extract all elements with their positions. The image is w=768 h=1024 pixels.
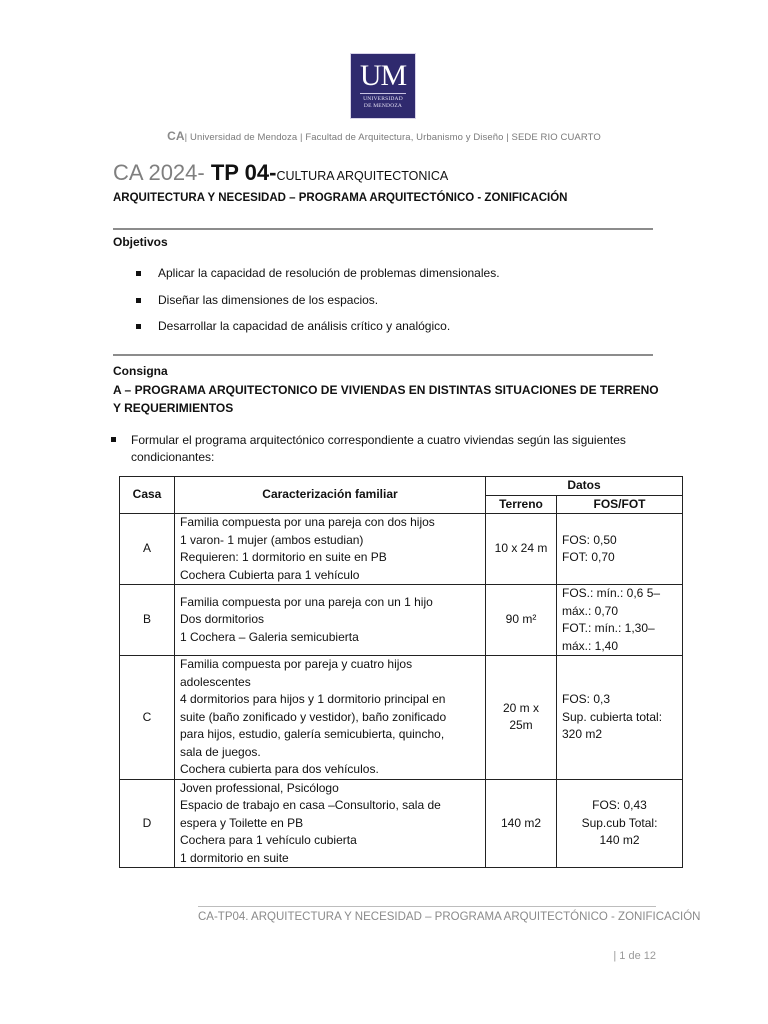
logo-divider [360,93,406,94]
cell-terreno-line: 90 m² [505,612,537,627]
cell-fos-fot-line: FOT.: mín.: 1,30– [562,621,655,635]
cell-casa-line: B [142,612,151,627]
cell-fos-fot-line: 320 m2 [562,727,603,741]
cell-fos-fot [557,514,683,585]
instruction-text: Formular el programa arquitectónico correspondiente a cuatro viviendas según las siguientes condicionantes: [131,433,626,464]
cell-description-line: adolescentes [180,674,251,689]
document-header [0,129,768,143]
cell-description-line: Cochera Cubierta para 1 vehículo [180,567,360,582]
cell-fos-fot-line: FOS: 0,43 [592,798,647,812]
cell-description-line: Joven professional, Psicólogo [180,780,339,795]
cell-fos-fot-line: máx.: 1,40 [562,638,619,653]
cell-description-line: Requieren: 1 dormitorio en suite en PB [180,550,387,564]
cell-casa [120,585,175,656]
cell-description-line: Dos dormitorios [180,612,265,627]
cell-terreno [486,656,557,780]
title-tp: TP 04- [210,160,277,185]
university-logo [350,53,416,119]
logo-mark: UM [359,59,407,92]
cell-description [175,656,486,780]
cell-terreno-line: 25m [509,718,533,733]
cell-fos-fot-line: FOT: 0,70 [562,550,615,564]
consigna-heading: Consigna [113,364,168,378]
cell-fos-fot-line: máx.: 0,70 [562,603,619,618]
objectives-heading: Objetivos [113,235,168,249]
page-subtitle: ARQUITECTURA Y NECESIDAD – PROGRAMA ARQUITECTÓNICO - ZONIFICACIÓN [113,192,568,204]
header-fosfot: FOS/FOT [557,495,683,514]
bullet-icon [111,437,116,442]
cell-terreno [486,514,557,585]
cell-fos-fot-line: 140 m2 [599,833,640,847]
cell-description-line: sala de juegos. [180,744,261,759]
cell-fos-fot-line: FOS: 0,3 [562,692,611,706]
logo-text-1: UNIVERSIDAD [363,96,403,102]
cell-description-line: Espacio de trabajo en casa –Consultorio, sala de [180,798,441,812]
divider [113,228,653,230]
title-topic: CULTURA ARQUITECTONICA [276,169,449,183]
bullet-icon [136,298,141,303]
cell-description [175,585,486,656]
cell-description-line: 1 dormitorio en suite [180,850,289,865]
divider [113,354,653,356]
cell-description [175,514,486,585]
instruction [111,432,671,466]
header-casa: Casa [120,477,175,514]
header-datos: Datos [486,477,683,496]
cell-casa [120,656,175,780]
cell-fos-fot [557,585,683,656]
page-number: | 1 de 12 [613,950,656,962]
cell-fos-fot-line: FOS: 0,50 [562,532,617,547]
cell-description-line: Familia compuesta por pareja y cuatro hijos [180,657,413,671]
cell-description-line: suite (baño zonificado y vestidor), baño zonificado [180,709,447,724]
cell-description-line: 4 dormitorios para hijos y 1 dormitorio principal en [180,692,446,706]
page-title [113,160,448,189]
cell-description-line: 1 Cochera – Galeria semicubierta [180,629,359,644]
bullet-icon [136,271,141,276]
cell-terreno-line: 20 m x [502,700,539,715]
list-item: Desarrollar la capacidad de análisis crítico y analógico. [136,319,500,346]
footer-divider [198,906,656,907]
cell-terreno-line: 140 m2 [500,815,542,830]
cell-terreno [486,779,557,868]
cell-description-line: Familia compuesta por una pareja con un 1 hijo [180,594,433,609]
consigna-subheading: A – PROGRAMA ARQUITECTONICO DE VIVIENDAS EN DISTINTAS SITUACIONES DE TERRENO Y REQUERIMIENTOS [113,383,659,415]
header-ca: CA [167,129,185,143]
cell-description-line: espera y Toilette en PB [180,815,304,830]
list-item: Aplicar la capacidad de resolución de problemas dimensionales. [136,266,500,293]
title-prefix: CA 2024- [113,160,211,185]
cell-casa [120,514,175,585]
cell-description-line: Familia compuesta por una pareja con dos hijos [180,515,435,529]
cell-casa-line: D [142,815,152,830]
table-row [120,656,683,780]
cell-casa-line: C [142,709,152,724]
cases-table [119,476,683,868]
cell-fos-fot-line: Sup.cub Total: [581,815,658,830]
cell-description-line: Cochera cubierta para dos vehículos. [180,762,379,776]
cell-description-line: 1 varon- 1 mujer (ambos estudian) [180,532,364,547]
table-row [120,585,683,656]
cell-casa-line: A [142,541,151,556]
cell-fos-fot-line: Sup. cubierta total: [562,709,663,724]
cell-casa [120,779,175,868]
table-row [120,779,683,868]
list-item: Diseñar las dimensiones de los espacios. [136,293,500,320]
objectives-list [136,266,500,346]
cell-terreno-line: 10 x 24 m [494,541,548,556]
header-caracterizacion: Caracterización familiar [175,477,486,514]
cell-fos-fot [557,656,683,780]
cell-terreno [486,585,557,656]
header-terreno: Terreno [486,495,557,514]
table-row [120,514,683,585]
footer-title: CA-TP04. ARQUITECTURA Y NECESIDAD – PROGRAMA ARQUITECTÓNICO - ZONIFICACIÓN [198,911,701,923]
header-institution: | Universidad de Mendoza | Facultad de Arquitectura, Urbanismo y Diseño | SEDE RIO CUARTO [184,132,601,143]
cell-description-line: Cochera para 1 vehículo cubierta [180,833,357,847]
cell-fos-fot-line: FOS.: mín.: 0,6 5– [562,586,661,600]
cell-description [175,779,486,868]
bullet-icon [136,324,141,329]
cell-description-line: para hijos, estudio, galería semicubierta, quincho, [180,727,445,741]
cell-fos-fot [557,779,683,868]
logo-text-2: DE MENDOZA [363,102,403,109]
